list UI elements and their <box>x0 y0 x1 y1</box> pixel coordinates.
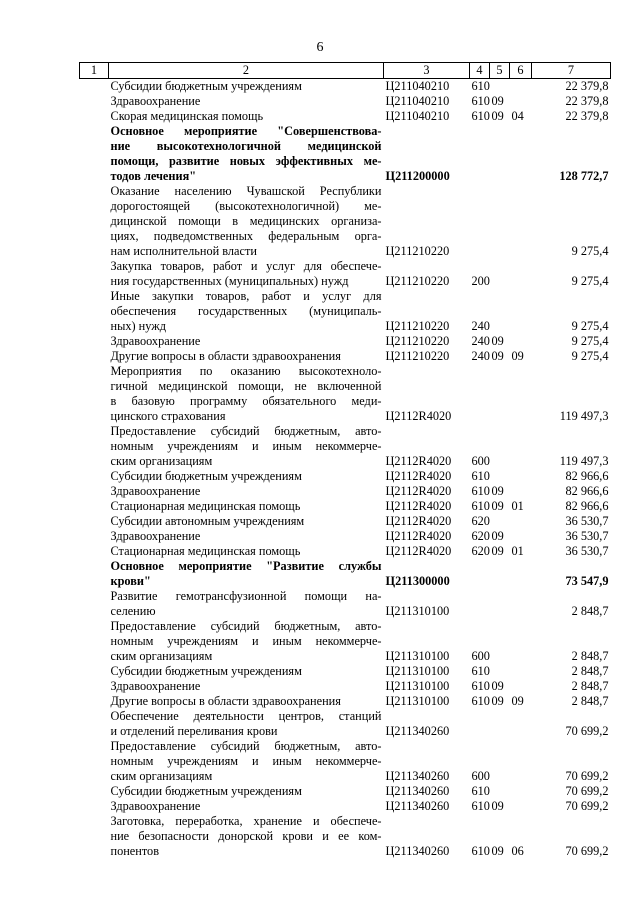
row-number-cell <box>80 664 109 679</box>
row-number-cell <box>80 739 109 784</box>
subsection-cell <box>510 679 532 694</box>
row-name-cell <box>109 109 384 124</box>
row-name-line: Предоставление субсидий бюджетным, авто- <box>110 739 382 753</box>
row-name-cell <box>109 484 384 499</box>
expense-type-cell: 620 <box>471 544 490 558</box>
section-cell: 09 <box>491 799 504 813</box>
table-row <box>80 424 611 469</box>
amount-cell: 9 275,4 <box>571 349 609 363</box>
row-name-line: помощи, развитие новых эффективных ме- <box>110 154 382 168</box>
subsection-cell <box>510 664 532 679</box>
row-number-cell <box>80 529 109 544</box>
subsection-cell <box>510 289 532 334</box>
subsection-cell <box>510 484 532 499</box>
row-number-cell <box>80 364 109 424</box>
expense-type-cell: 610 <box>471 79 490 93</box>
expense-type-cell: 610 <box>471 94 490 108</box>
row-name-cell <box>109 814 384 859</box>
header-row <box>80 63 611 79</box>
code-cell: Ц211040210 <box>385 94 450 108</box>
section-cell: 09 <box>491 94 504 108</box>
row-number-cell <box>80 544 109 559</box>
row-name-line: в базовую программу обязательного меди- <box>110 394 382 408</box>
expense-type-cell: 620 <box>471 529 490 543</box>
row-number-cell <box>80 589 109 619</box>
table-row <box>80 469 611 484</box>
section-cell: 09 <box>491 679 504 693</box>
expense-type-cell: 610 <box>471 679 490 693</box>
section-cell <box>490 259 510 289</box>
row-name-line: Стационарная медицинская помощь <box>110 499 301 513</box>
table-row <box>80 679 611 694</box>
row-name-cell <box>109 424 384 469</box>
subsection-cell <box>510 589 532 619</box>
code-cell: Ц211040210 <box>385 79 450 93</box>
subsection-cell <box>510 529 532 544</box>
code-cell: Ц211340260 <box>385 784 450 798</box>
row-number-cell <box>80 784 109 799</box>
table-row <box>80 799 611 814</box>
expense-type-cell <box>470 124 490 184</box>
section-cell <box>490 619 510 664</box>
subsection-cell <box>510 799 532 814</box>
row-name-cell <box>109 739 384 784</box>
row-name-line: Мероприятия по оказанию высокотехноло- <box>110 364 382 378</box>
column-number-1: 1 <box>80 63 109 79</box>
table-row <box>80 364 611 424</box>
expense-type-cell: 610 <box>471 664 490 678</box>
section-cell <box>490 184 510 259</box>
code-cell: Ц211210220 <box>385 319 450 333</box>
amount-cell: 36 530,7 <box>565 529 609 543</box>
amount-cell: 2 848,7 <box>571 649 609 663</box>
table-row <box>80 709 611 739</box>
section-cell <box>490 469 510 484</box>
amount-cell: 82 966,6 <box>565 469 609 483</box>
table-row <box>80 544 611 559</box>
section-cell <box>490 589 510 619</box>
section-cell <box>490 739 510 784</box>
row-name-cell <box>109 259 384 289</box>
code-cell: Ц2112R4020 <box>385 514 452 528</box>
expense-type-cell: 610 <box>471 499 490 513</box>
table-row <box>80 814 611 859</box>
row-number-cell <box>80 559 109 589</box>
code-cell: Ц211340260 <box>385 799 450 813</box>
code-cell: Ц2112R4020 <box>385 484 452 498</box>
expense-type-cell: 610 <box>471 469 490 483</box>
row-name-cell <box>109 559 384 589</box>
table-row <box>80 664 611 679</box>
subsection-cell <box>510 364 532 424</box>
table-row <box>80 124 611 184</box>
table-row <box>80 694 611 709</box>
section-cell: 09 <box>491 109 504 123</box>
row-name-line: Заготовка, переработка, хранение и обеспече- <box>110 814 382 828</box>
expense-type-cell: 610 <box>471 694 490 708</box>
code-cell: Ц211310100 <box>385 649 450 663</box>
row-name-line: Здравоохранение <box>110 484 201 498</box>
row-name-line: ским организациям <box>110 649 213 663</box>
row-name-line: крови" <box>110 574 151 588</box>
row-name-line: номным учреждениям и иным некоммерче- <box>110 634 382 648</box>
expense-type-cell: 240 <box>471 319 490 333</box>
section-cell: 09 <box>491 499 504 513</box>
amount-cell: 2 848,7 <box>571 664 609 678</box>
section-cell <box>490 364 510 424</box>
row-name-line: Субсидии бюджетным учреждениям <box>110 664 302 678</box>
row-name-line: Здравоохранение <box>110 529 201 543</box>
expense-type-cell: 600 <box>471 649 490 663</box>
code-cell: Ц2112R4020 <box>385 529 452 543</box>
section-cell <box>490 424 510 469</box>
table-row <box>80 784 611 799</box>
row-name-line: ние безопасности донорской крови и ее ком- <box>110 829 382 843</box>
expense-type-cell: 610 <box>471 484 490 498</box>
subsection-cell <box>510 124 532 184</box>
subsection-cell <box>510 739 532 784</box>
row-number-cell <box>80 259 109 289</box>
code-cell: Ц211310100 <box>385 694 450 708</box>
amount-cell: 36 530,7 <box>565 544 609 558</box>
expense-type-cell <box>470 184 490 259</box>
row-name-line: ния государственных (муниципальных) нужд <box>110 274 349 288</box>
subsection-cell: 09 <box>511 349 524 363</box>
section-cell: 09 <box>491 694 504 708</box>
table-row <box>80 349 611 364</box>
row-name-line: понентов <box>110 844 160 858</box>
budget-table <box>79 62 611 859</box>
row-name-line: обеспечения государственных (муниципаль- <box>110 304 382 318</box>
row-name-cell <box>109 364 384 424</box>
column-number-5: 5 <box>490 63 510 79</box>
section-cell: 09 <box>491 844 504 858</box>
table-row <box>80 109 611 124</box>
section-cell: 09 <box>491 349 504 363</box>
row-number-cell <box>80 94 109 109</box>
row-name-line: и отделений переливания крови <box>110 724 278 738</box>
row-name-line: Здравоохранение <box>110 94 201 108</box>
column-number-3: 3 <box>384 63 470 79</box>
row-name-cell <box>109 79 384 95</box>
table-row <box>80 484 611 499</box>
row-name-line: Здравоохранение <box>110 679 201 693</box>
amount-cell: 22 379,8 <box>565 109 609 123</box>
table-row <box>80 334 611 349</box>
subsection-cell <box>510 784 532 799</box>
amount-cell: 36 530,7 <box>565 514 609 528</box>
row-name-line: Субсидии бюджетным учреждениям <box>110 79 302 93</box>
expense-type-cell <box>470 559 490 589</box>
table-row <box>80 559 611 589</box>
row-number-cell <box>80 289 109 334</box>
expense-type-cell: 240 <box>471 334 490 348</box>
row-number-cell <box>80 124 109 184</box>
row-name-cell <box>109 679 384 694</box>
row-name-line: номным учреждениям и иным некоммерче- <box>110 439 382 453</box>
amount-cell: 9 275,4 <box>571 274 609 288</box>
row-name-line: Оказание населению Чувашской Республики <box>110 184 382 198</box>
row-number-cell <box>80 349 109 364</box>
subsection-cell <box>510 94 532 109</box>
code-cell: Ц211200000 <box>385 169 450 183</box>
table-row <box>80 79 611 95</box>
table-row <box>80 739 611 784</box>
table-row <box>80 529 611 544</box>
row-name-cell <box>109 349 384 364</box>
row-name-line: Субсидии бюджетным учреждениям <box>110 469 302 483</box>
row-name-line: Закупка товаров, работ и услуг для обеспече- <box>110 259 382 273</box>
subsection-cell: 06 <box>511 844 524 858</box>
row-name-line: селению <box>110 604 156 618</box>
row-number-cell <box>80 709 109 739</box>
section-cell <box>490 559 510 589</box>
row-name-cell <box>109 124 384 184</box>
code-cell: Ц2112R4020 <box>385 469 452 483</box>
expense-type-cell: 610 <box>471 784 490 798</box>
table-header <box>80 63 611 79</box>
row-number-cell <box>80 424 109 469</box>
row-name-line: Здравоохранение <box>110 334 201 348</box>
code-cell: Ц211310100 <box>385 664 450 678</box>
expense-type-cell: 610 <box>471 844 490 858</box>
row-name-line: Субсидии бюджетным учреждениям <box>110 784 302 798</box>
row-name-line: ским организациям <box>110 454 213 468</box>
subsection-cell <box>510 559 532 589</box>
row-number-cell <box>80 109 109 124</box>
row-name-cell <box>109 514 384 529</box>
expense-type-cell: 620 <box>471 514 490 528</box>
expense-type-cell: 200 <box>471 274 490 288</box>
section-cell: 09 <box>491 544 504 558</box>
row-number-cell <box>80 184 109 259</box>
row-number-cell <box>80 694 109 709</box>
row-number-cell <box>80 334 109 349</box>
subsection-cell <box>510 259 532 289</box>
subsection-cell <box>510 619 532 664</box>
row-number-cell <box>80 799 109 814</box>
subsection-cell: 04 <box>511 109 524 123</box>
row-name-cell <box>109 529 384 544</box>
row-number-cell <box>80 514 109 529</box>
row-name-cell <box>109 799 384 814</box>
row-number-cell <box>80 499 109 514</box>
expense-type-cell <box>470 589 490 619</box>
section-cell <box>490 709 510 739</box>
row-name-line: ных) нужд <box>110 319 166 333</box>
row-name-line: нам исполнительной власти <box>110 244 257 258</box>
amount-cell: 9 275,4 <box>571 244 609 258</box>
section-cell <box>490 289 510 334</box>
row-name-cell <box>109 334 384 349</box>
column-number-6: 6 <box>510 63 532 79</box>
expense-type-cell: 610 <box>471 799 490 813</box>
row-name-line: Обеспечение деятельности центров, станций <box>110 709 382 723</box>
expense-type-cell: 240 <box>471 349 490 363</box>
amount-cell: 70 699,2 <box>565 724 609 738</box>
row-name-cell <box>109 694 384 709</box>
subsection-cell <box>510 514 532 529</box>
table-row <box>80 184 611 259</box>
amount-cell: 22 379,8 <box>565 94 609 108</box>
row-name-line: цинского страхования <box>110 409 226 423</box>
code-cell: Ц211210220 <box>385 334 450 348</box>
amount-cell: 70 699,2 <box>565 844 609 858</box>
table-row <box>80 619 611 664</box>
section-cell <box>490 664 510 679</box>
row-name-line: Основное мероприятие "Развитие службы <box>110 559 382 573</box>
row-name-cell <box>109 709 384 739</box>
amount-cell: 119 497,3 <box>559 409 609 423</box>
code-cell: Ц211340260 <box>385 769 450 783</box>
code-cell: Ц2112R4020 <box>385 544 452 558</box>
column-number-7: 7 <box>532 63 611 79</box>
column-number-4: 4 <box>470 63 490 79</box>
row-name-cell <box>109 499 384 514</box>
row-name-line: Скорая медицинская помощь <box>110 109 264 123</box>
row-name-line: ским организациям <box>110 769 213 783</box>
row-number-cell <box>80 619 109 664</box>
expense-type-cell <box>470 364 490 424</box>
amount-cell: 70 699,2 <box>565 799 609 813</box>
expense-type-cell: 610 <box>471 109 490 123</box>
section-cell <box>490 514 510 529</box>
row-name-line: циях, подведомственных федеральным орга- <box>110 229 382 243</box>
amount-cell: 128 772,7 <box>559 169 609 183</box>
row-name-line: тодов лечения" <box>110 169 197 183</box>
row-name-cell <box>109 289 384 334</box>
expense-type-cell: 600 <box>471 769 490 783</box>
code-cell: Ц2112R4020 <box>385 409 452 423</box>
subsection-cell <box>510 184 532 259</box>
code-cell: Ц211040210 <box>385 109 450 123</box>
subsection-cell <box>510 424 532 469</box>
code-cell: Ц2112R4020 <box>385 454 452 468</box>
expense-type-cell <box>470 709 490 739</box>
code-cell: Ц211340260 <box>385 724 450 738</box>
amount-cell: 9 275,4 <box>571 319 609 333</box>
section-cell <box>490 79 510 95</box>
code-cell: Ц211210220 <box>385 244 450 258</box>
code-cell: Ц211210220 <box>385 274 450 288</box>
row-number-cell <box>80 469 109 484</box>
row-name-line: Иные закупки товаров, работ и услуг для <box>110 289 382 303</box>
row-name-cell <box>109 469 384 484</box>
row-name-line: номным учреждениям и иным некоммерче- <box>110 754 382 768</box>
row-number-cell <box>80 79 109 95</box>
table-row <box>80 514 611 529</box>
table-row <box>80 94 611 109</box>
subsection-cell <box>510 469 532 484</box>
subsection-cell: 01 <box>511 499 524 513</box>
row-name-cell <box>109 94 384 109</box>
section-cell <box>490 784 510 799</box>
amount-cell: 9 275,4 <box>571 334 609 348</box>
code-cell: Ц2112R4020 <box>385 499 452 513</box>
table-row <box>80 499 611 514</box>
row-name-line: Другие вопросы в области здравоохранения <box>110 349 341 363</box>
row-name-line: Здравоохранение <box>110 799 201 813</box>
page-number: 6 <box>316 40 324 55</box>
amount-cell: 2 848,7 <box>571 679 609 693</box>
amount-cell: 2 848,7 <box>571 694 609 708</box>
row-name-line: Предоставление субсидий бюджетным, авто- <box>110 424 382 438</box>
table-row <box>80 289 611 334</box>
amount-cell: 119 497,3 <box>559 454 609 468</box>
subsection-cell <box>510 79 532 95</box>
subsection-cell: 01 <box>511 544 524 558</box>
amount-cell: 70 699,2 <box>565 784 609 798</box>
row-name-line: ние высокотехнологичной медицинской <box>110 139 382 153</box>
table-body <box>80 79 611 860</box>
row-name-line: Основное мероприятие "Совершенствова- <box>110 124 382 138</box>
code-cell: Ц211210220 <box>385 349 450 363</box>
row-name-cell <box>109 619 384 664</box>
row-number-cell <box>80 484 109 499</box>
amount-cell: 73 547,9 <box>565 574 609 588</box>
section-cell <box>490 124 510 184</box>
row-name-cell <box>109 544 384 559</box>
amount-cell: 82 966,6 <box>565 484 609 498</box>
amount-cell: 2 848,7 <box>571 604 609 618</box>
row-name-line: Стационарная медицинская помощь <box>110 544 301 558</box>
section-cell: 09 <box>491 484 504 498</box>
row-name-line: гичной медицинской помощи, не включенной <box>110 379 382 393</box>
row-name-cell <box>109 784 384 799</box>
row-name-cell <box>109 589 384 619</box>
amount-cell: 70 699,2 <box>565 769 609 783</box>
row-number-cell <box>80 679 109 694</box>
row-name-cell <box>109 184 384 259</box>
section-cell: 09 <box>491 529 504 543</box>
row-number-cell <box>80 814 109 859</box>
code-cell: Ц211300000 <box>385 574 450 588</box>
row-name-line: Другие вопросы в области здравоохранения <box>110 694 341 708</box>
amount-cell: 82 966,6 <box>565 499 609 513</box>
code-cell: Ц211310100 <box>385 604 450 618</box>
row-name-line: Предоставление субсидий бюджетным, авто- <box>110 619 382 633</box>
row-name-line: Субсидии автономным учреждениям <box>110 514 305 528</box>
code-cell: Ц211310100 <box>385 679 450 693</box>
table-row <box>80 589 611 619</box>
subsection-cell <box>510 709 532 739</box>
section-cell: 09 <box>491 334 504 348</box>
table-row <box>80 259 611 289</box>
row-name-cell <box>109 664 384 679</box>
subsection-cell <box>510 334 532 349</box>
row-name-line: Развитие гемотрансфузионной помощи на- <box>110 589 382 603</box>
subsection-cell: 09 <box>511 694 524 708</box>
row-name-line: дорогостоящей (высокотехнологичной) ме- <box>110 199 382 213</box>
row-name-line: дицинской помощи в медицинских организа- <box>110 214 382 228</box>
code-cell: Ц211340260 <box>385 844 450 858</box>
amount-cell: 22 379,8 <box>565 79 609 93</box>
column-number-2: 2 <box>109 63 384 79</box>
expense-type-cell: 600 <box>471 454 490 468</box>
